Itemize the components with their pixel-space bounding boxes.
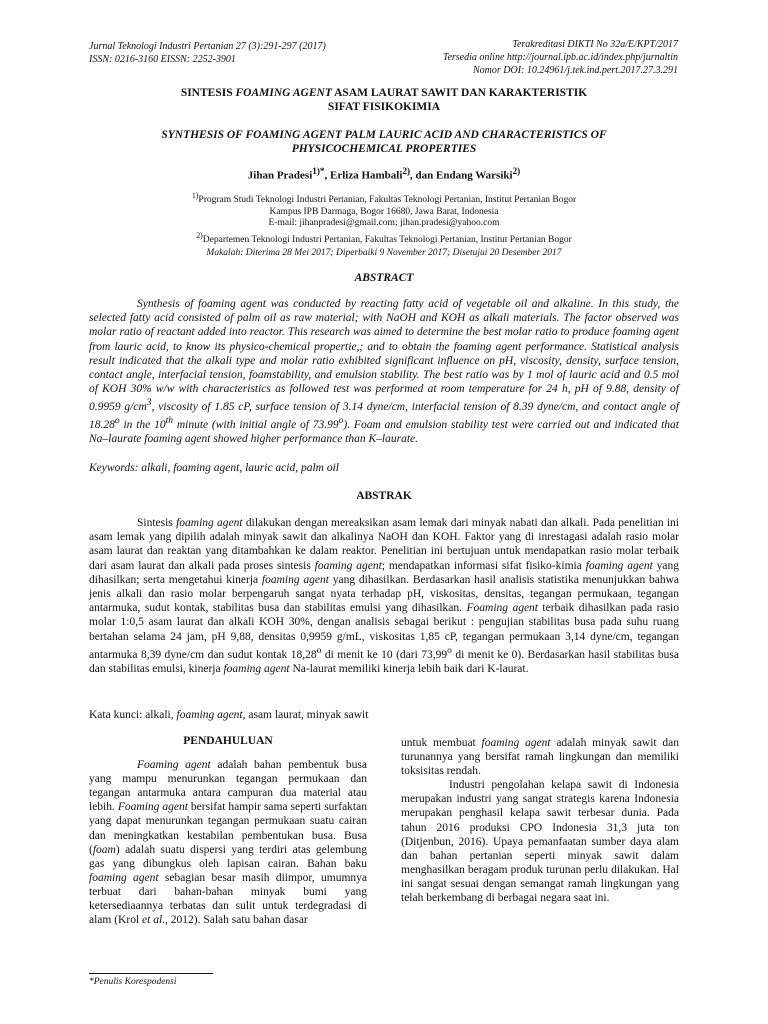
title-indonesian: SINTESIS FOAMING AGENT ASAM LAURAT SAWIT DAN KARAKTERISTIK SIFAT FISIKOKIMIA — [180, 87, 588, 113]
abstract-heading: ABSTRACT — [354, 272, 414, 284]
author-email: E-mail: jihanpradesi@gmail.com; jihan.pradesi@yahoo.com — [268, 218, 500, 229]
body-column-left — [89, 734, 367, 927]
journal-issn: ISSN: 0216-3160 EISSN: 2252-3901 — [89, 54, 236, 65]
submission-dates: Makalah: Diterima 28 Mei 2017; Diperbaiki 9 November 2017; Disetujui 20 Desember 2017 — [206, 248, 562, 258]
affiliations: $^{1)}$Program Studi Teknologi Industri Pertanian, Fakultas Teknologi Pertanian, Institut Pertanian Bogor Kampus IPB Darmaga, Bogor 16680, Jawa Barat, Indonesia E-mail: jihanpradesi@gmail.com; jihan.pradesi@yahoo.com $^{2)}$Departemen Teknologi Industri Pertanian, Fakultas Teknologi Pertanian, Institut Pertanian Bogor — [89, 190, 679, 246]
abstract-english: Synthesis of foaming agent was conducted by reacting fatty acid of vegetable oil and alkaline. In this study, the selected fatty acid consisted of palm oil as raw material; with NaOH and KOH as alkali materials. The factor observed was molar ratio of reactant added into reactor. This research was aimed to determine the best molar ratio to produce foaming agent from lauric acid, to know its physico-chemical propertie,; and to obtain the foaming agent performance. Statistical analysis result indicated that the alkali type and molar ratio exhibited significant influence on pH, viscosity, density, surface tension, contact angle, interfacial tension, foamstability, and emulsion stability. The best ratio was by 1 mol of lauric acid and 0.5 mol of KOH 30% w/w with characteristics as followed test was performed at room temperature for 24 h, pH of 9.88, density of 0.9959 $g/cm^3$, viscosity of 1.85 cP, surface tension of 3.14 dyne/cm, interfacial tension of 8.39 dyne/cm, and contact angle of 18.28$^o$ in the 10th minute (with initial angle of 73.99$^o$). Foam and emulsion stability test were carried out and indicated that Na–laurate foaming agent showed higher performance than K–laurate. — [89, 298, 679, 446]
author-list: Jihan Pradesi$^{1)*}$, Erliza Hambali$^{2)}$, dan Endang Warsiki$^{2)}$ — [247, 166, 521, 182]
body-paragraph: Industri pengolahan kelapa sawit di Indonesia merupakan industri yang sangat strategis karena Indonesia merupakan penghasil kelapa sawit terbesar dunia. Pada tahun 2016 produksi CPO Indonesia 31,3 juta ton (Ditjenbun, 2016). Upaya pemanfaatan sumber daya alam dan bahan pertanian seperti minyak sawit dalam menghasilkan beragam produk turunan perlu dilakukan. Hal ini sangat sesuai dengan semangat ramah lingkungan yang telah berkembang di berbagai negara saat ini. — [401, 779, 679, 905]
journal-citation: Jurnal Teknologi Industri Pertanian 27 (3):291-297 (2017) — [89, 41, 326, 52]
title-english: SYNTHESIS OF FOAMING AGENT PALM LAURIC ACID AND CHARACTERISTICS OF PHYSICOCHEMICAL PROPERTIES — [161, 129, 607, 155]
keywords-english: Keywords: alkali, foaming agent, lauric acid, palm oil — [89, 462, 339, 474]
journal-header-right — [443, 38, 678, 77]
keywords-indonesian: Kata kunci: alkali, foaming agent, asam laurat, minyak sawit — [89, 709, 369, 721]
body-column-right — [401, 736, 679, 905]
accreditation-line: Terakreditasi DIKTI No 32a/E/KPT/2017 — [512, 39, 678, 50]
abstrak-heading: ABSTRAK — [356, 490, 412, 502]
body-paragraph: untuk membuat foaming agent adalah minyak sawit dan turunannya yang bersifat ramah lingkungan dan memiliki toksisitas rendah. — [401, 737, 679, 778]
corresponding-author-footnote: *Penulis Korespodensi — [89, 977, 177, 987]
section-heading-pendahuluan: PENDAHULUAN — [183, 735, 273, 747]
body-paragraph: Foaming agent adalah bahan pembentuk busa yang mampu menurunkan tegangan permukaan dan tegangan antarmuka antara campuran dua material atau lebih. Foaming agent bersifat hampir sama seperti surfaktan yang dapat menurunkan tegangan permukaan suatu cairan dan meningkatkan kestabilan pembentukan busa. Busa (foam) adalah suatu dispersi yang terdiri atas gelembung gas yang dibungkus oleh lapisan cairan. Bahan baku foaming agent sebagian besar masih diimpor, umumnya terbuat dari bahan-bahan minyak bumi yang ketersediaannya terbatas dan sulit untuk terdegradasi di alam (Krol et al., 2012). Salah satu bahan dasar — [89, 759, 367, 927]
abstrak-indonesian: Sintesis foaming agent dilakukan dengan mereaksikan asam lemak dari minyak nabati dan alkali. Pada penelitian ini asam lemak yang dipilih adalah minyak sawit dan alkalinya NaOH dan KOH. Faktor yang di inrestagasi adalah rasio molar asam laurat dan reaktan yang ditambahkan ke dalam reaktor. Penelitian ini bertujuan untuk mendapatkan rasio molar terbaik dari asam laurat dan alkali pada proses sintesis foaming agent; mendapatkan informasi sifat fisiko-kimia foaming agent yang dihasilkan; serta mengetahui kinerja foaming agent yang dihasilkan. Berdasarkan hasil analisis statistika menunjukkan bahwa jenis alkali dan rasio molar berpengaruh sangat nyata terhadap pH, viskositas, densitas, tegangan permukaan, tegangan antarmuka, sudut kontak, stabilitas busa dan stabilitas emulsi yang dihasilkan. Foaming agent terbaik dihasilkan pada rasio molar 1:0,5 asam laurat dan alkali KOH 30%, dengan analisis sebagai berikut : pengujian stabilitas busa pada suhu ruang bertahan selama 24 jam, pH 9,88, densitas 0,9959 g/mL, viskositas 1,85 cP, tegangan permukaan 3,14 dyne/cm, tegangan antarmuka 8,39 dyne/cm dan sudut kontak 18,28$^o$ di menit ke 10 (dari 73,99$^o$ di menit ke 0). Berdasarkan hasil stabilitas busa dan stabilitas emulsi, kinerja foaming agent Na-laurat memiliki kinerja lebih baik dari K-laurat. — [89, 517, 680, 675]
journal-header-left — [89, 40, 326, 66]
online-availability-line[interactable]: Tersedia online http://journal.ipb.ac.id/index.php/jurnaltin — [442, 52, 678, 63]
doi-line: Nomor DOI: 10.24961/j.tek.ind.pert.2017.27.3.291 — [473, 65, 678, 76]
footnote-divider — [89, 973, 213, 974]
